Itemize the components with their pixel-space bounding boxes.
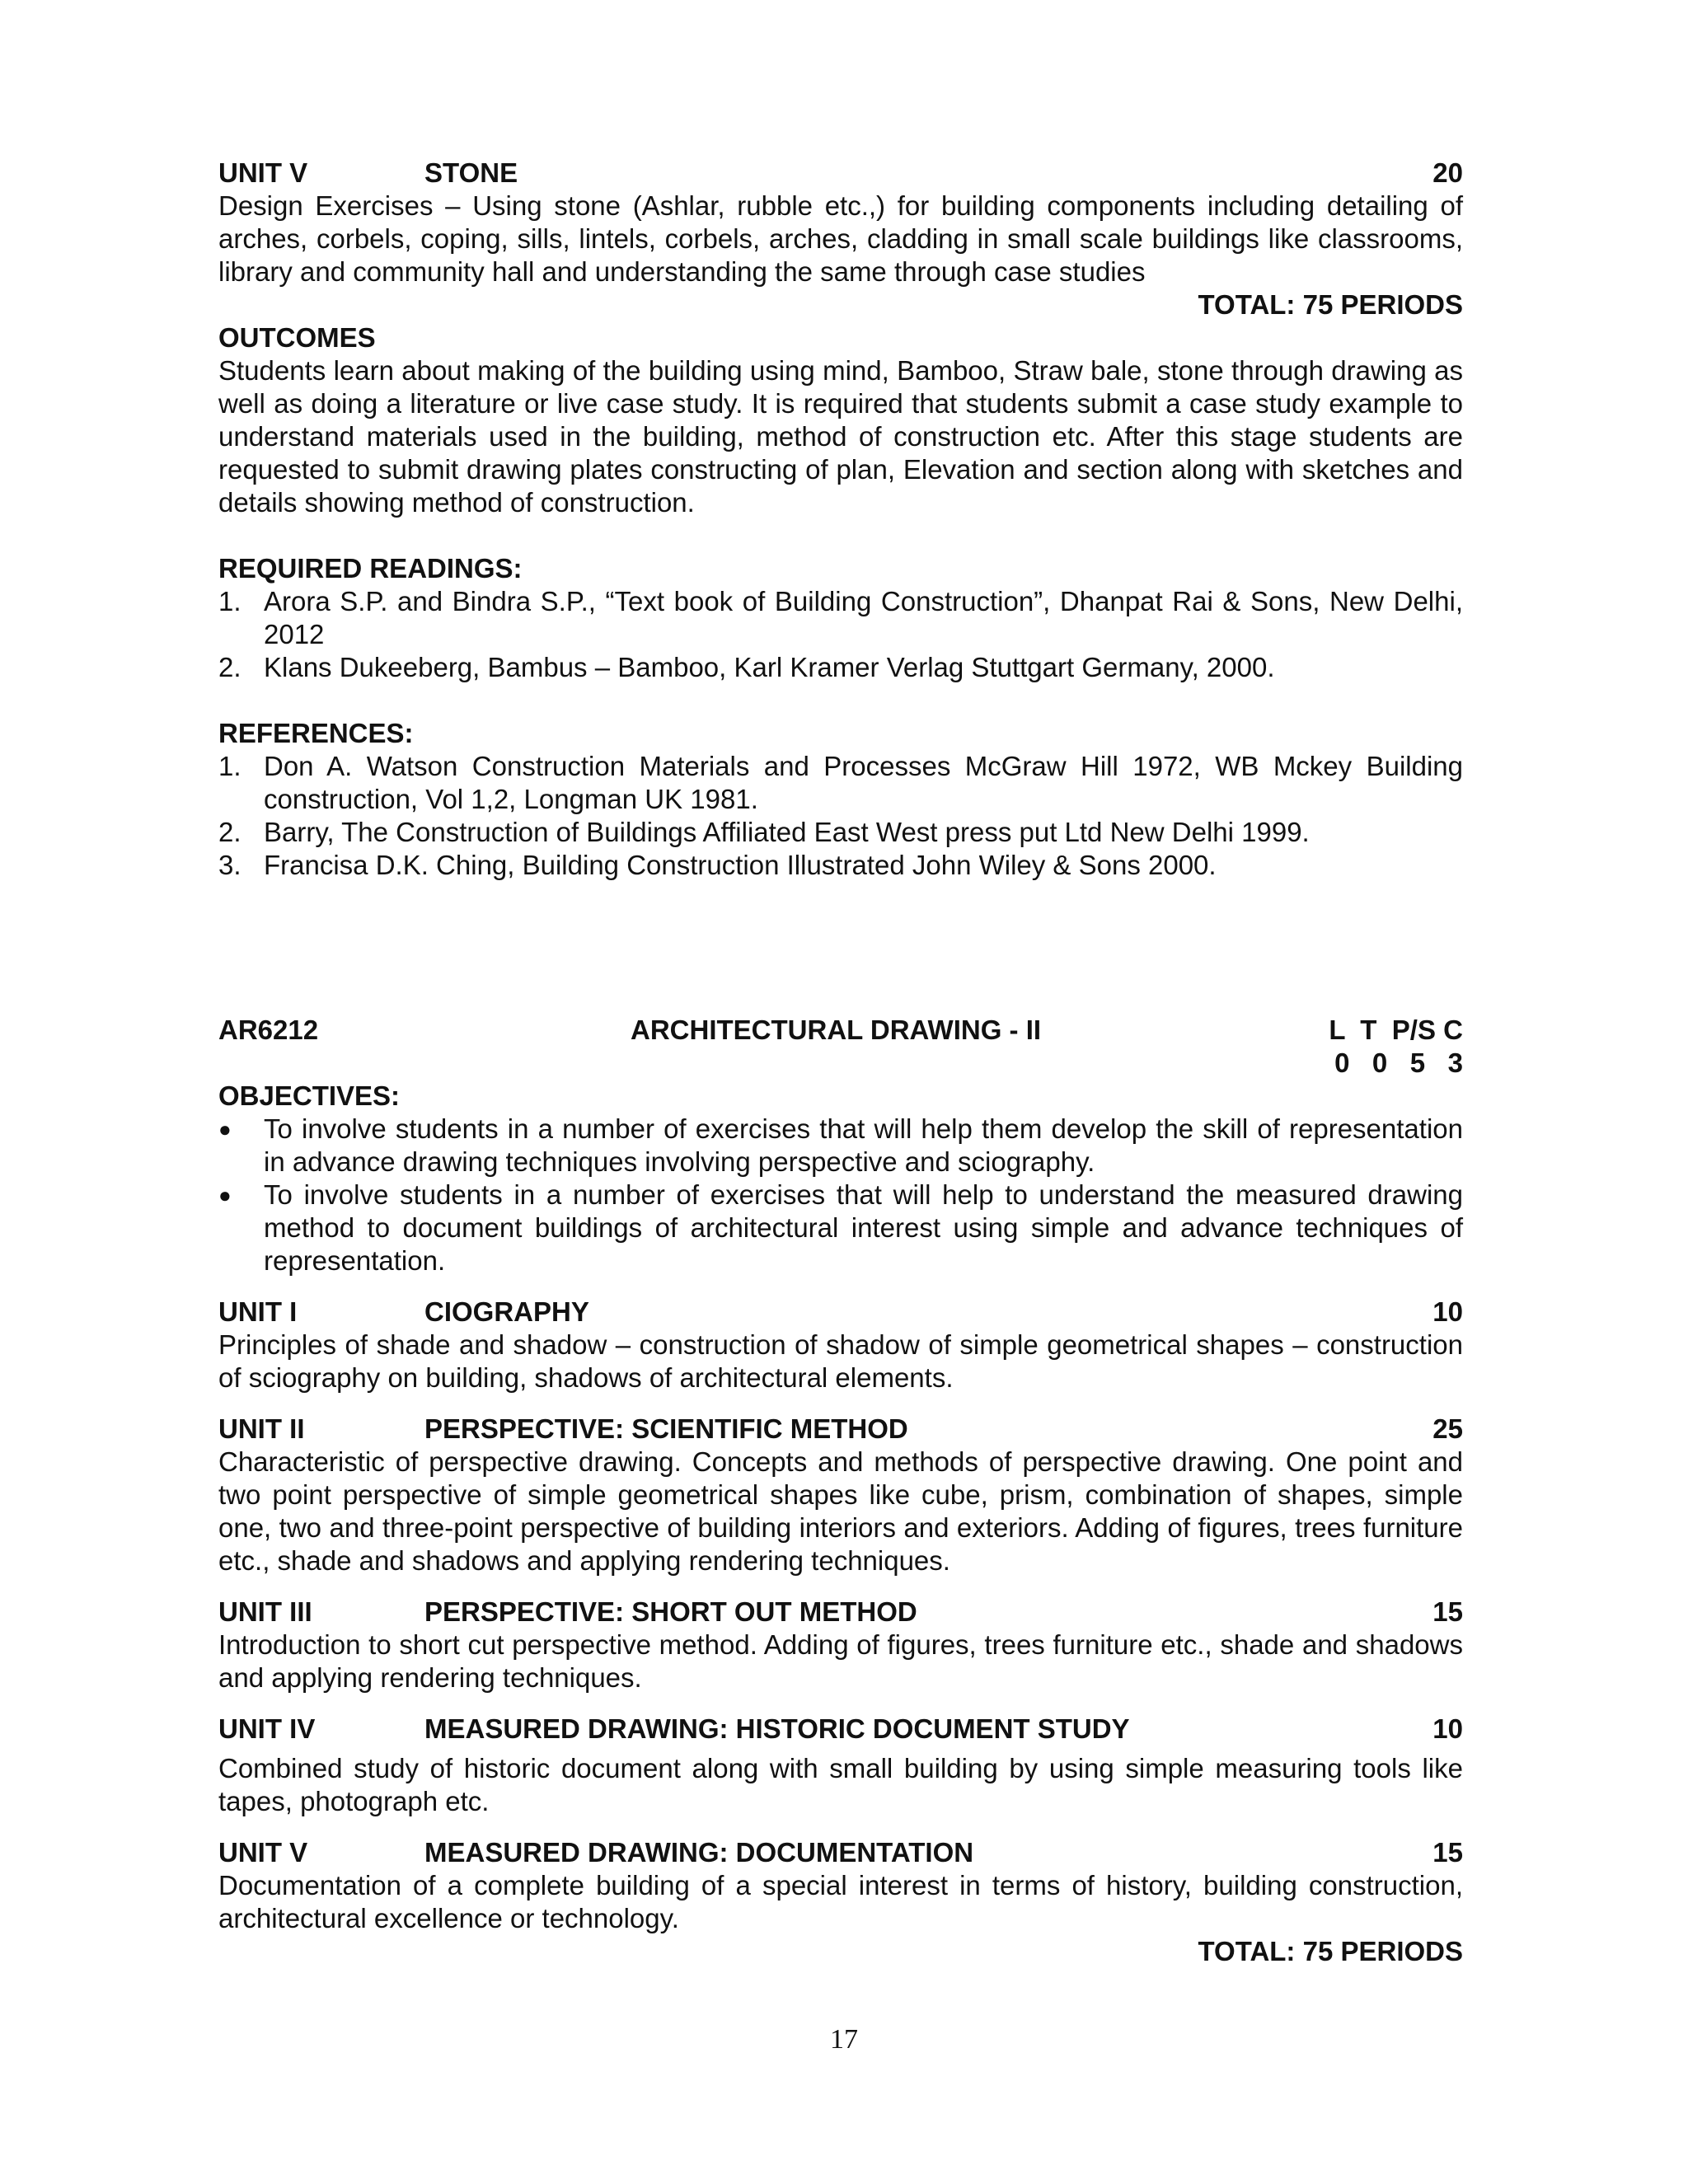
ltpc-values: 0 0 5 3 xyxy=(1334,1047,1463,1078)
course-title: ARCHITECTURAL DRAWING - II xyxy=(631,1015,1042,1045)
required-readings-list xyxy=(218,585,1463,684)
total-periods: TOTAL: 75 PERIODS xyxy=(1198,289,1463,320)
unit-heading xyxy=(218,1413,1463,1446)
unit-hours: 15 xyxy=(1432,1596,1463,1627)
page-number: 17 xyxy=(830,2024,858,2055)
list-item: 2. Barry, The Construction of Buildings Affiliated East West press put Ltd New Delhi 1999. xyxy=(218,817,1310,847)
unit-label: UNIT III xyxy=(218,1596,312,1627)
list-item: ● To involve students in a number of exercises that will help them develop the skill of representation in advance drawing techniques involving perspective and sciography. xyxy=(218,1113,1463,1177)
unit-description: Documentation of a complete building of a special interest in terms of history, building construction, architectural excellence or technology. xyxy=(218,1870,1463,1933)
unit-hours: 20 xyxy=(1432,157,1463,188)
unit-title: PERSPECTIVE: SCIENTIFIC METHOD xyxy=(424,1413,908,1444)
unit-label: UNIT V xyxy=(218,157,308,188)
unit-title: CIOGRAPHY xyxy=(424,1296,589,1327)
unit-title: MEASURED DRAWING: DOCUMENTATION xyxy=(424,1837,974,1868)
ltpc-header: L T P/S C xyxy=(1329,1015,1463,1045)
bullet-icon: ● xyxy=(218,1117,232,1141)
required-readings-heading: REQUIRED READINGS: xyxy=(218,553,523,583)
outcomes-text: Students learn about making of the building using mind, Bamboo, Straw bale, stone through drawing as well as doing a literature or live case study. It is required that students submit a case study example to understand materials used in the building, method of construction etc. After this stage students are requested to submit drawing plates constructing of plan, Elevation and section along with sketches and details showing method of construction. xyxy=(218,355,1463,518)
objectives-list xyxy=(218,1113,1463,1277)
unit-hours: 15 xyxy=(1432,1837,1463,1868)
outcomes-heading: OUTCOMES xyxy=(218,322,376,353)
unit-title: MEASURED DRAWING: HISTORIC DOCUMENT STUDY xyxy=(424,1713,1130,1744)
unit-description: Introduction to short cut perspective method. Adding of figures, trees furniture etc., shade and shadows and applying rendering techniques. xyxy=(218,1629,1463,1693)
unit-label: UNIT V xyxy=(218,1837,308,1868)
references-list xyxy=(218,750,1463,882)
list-item: 2. Klans Dukeeberg, Bambus – Bamboo, Karl Kramer Verlag Stuttgart Germany, 2000. xyxy=(218,652,1275,682)
unit-hours: 10 xyxy=(1432,1296,1463,1327)
unit-heading xyxy=(218,157,1463,190)
unit-description: Principles of shade and shadow – construction of shadow of simple geometrical shapes – construction of sciography on building, shadows of architectural elements. xyxy=(218,1329,1463,1393)
list-item: 1. Arora S.P. and Bindra S.P., “Text book of Building Construction”, Dhanpat Rai & Sons, New Delhi, 2012 xyxy=(218,586,1463,649)
list-item: 3. Francisa D.K. Ching, Building Construction Illustrated John Wiley & Sons 2000. xyxy=(218,850,1217,880)
unit-title: PERSPECTIVE: SHORT OUT METHOD xyxy=(424,1596,917,1627)
unit-description: Combined study of historic document along with small building by using simple measuring tools like tapes, photograph etc. xyxy=(218,1753,1463,1816)
total-periods: TOTAL: 75 PERIODS xyxy=(1198,1936,1463,1966)
course-header xyxy=(218,1014,1463,1047)
unit-heading xyxy=(218,1596,1463,1629)
unit-hours: 25 xyxy=(1432,1413,1463,1444)
references-heading: REFERENCES: xyxy=(218,718,414,748)
bullet-icon: ● xyxy=(218,1183,232,1207)
course-code: AR6212 xyxy=(218,1015,319,1045)
unit-label: UNIT I xyxy=(218,1296,298,1327)
unit-hours: 10 xyxy=(1432,1713,1463,1744)
unit-heading xyxy=(218,1836,1463,1869)
unit-description: Characteristic of perspective drawing. Concepts and methods of perspective drawing. One point and two point perspective of simple geometrical shapes like cube, prism, combination of shapes, simple one, two and three-point perspective of building interiors and exteriors. Adding of figures, trees furniture etc., shade and shadows and applying rendering techniques. xyxy=(218,1446,1463,1576)
list-item: ● To involve students in a number of exercises that will help to understand the measured drawing method to document buildings of architectural interest using simple and advance techniques of representation. xyxy=(218,1179,1463,1276)
unit-label: UNIT IV xyxy=(218,1713,316,1744)
objectives-heading: OBJECTIVES: xyxy=(218,1080,401,1111)
list-item: 1. Don A. Watson Construction Materials and Processes McGraw Hill 1972, WB Mckey Building construction, Vol 1,2, Longman UK 1981. xyxy=(218,751,1463,814)
unit-heading xyxy=(218,1713,1463,1746)
document-page xyxy=(218,157,1463,1968)
unit-heading xyxy=(218,1296,1463,1329)
unit-title: STONE xyxy=(424,157,518,188)
unit-description: Design Exercises – Using stone (Ashlar, rubble etc.,) for building components including detailing of arches, corbels, coping, sills, lintels, corbels, arches, cladding in small scale buildings like classrooms, library and community hall and understanding the same through case studies xyxy=(218,190,1463,287)
unit-label: UNIT II xyxy=(218,1413,305,1444)
